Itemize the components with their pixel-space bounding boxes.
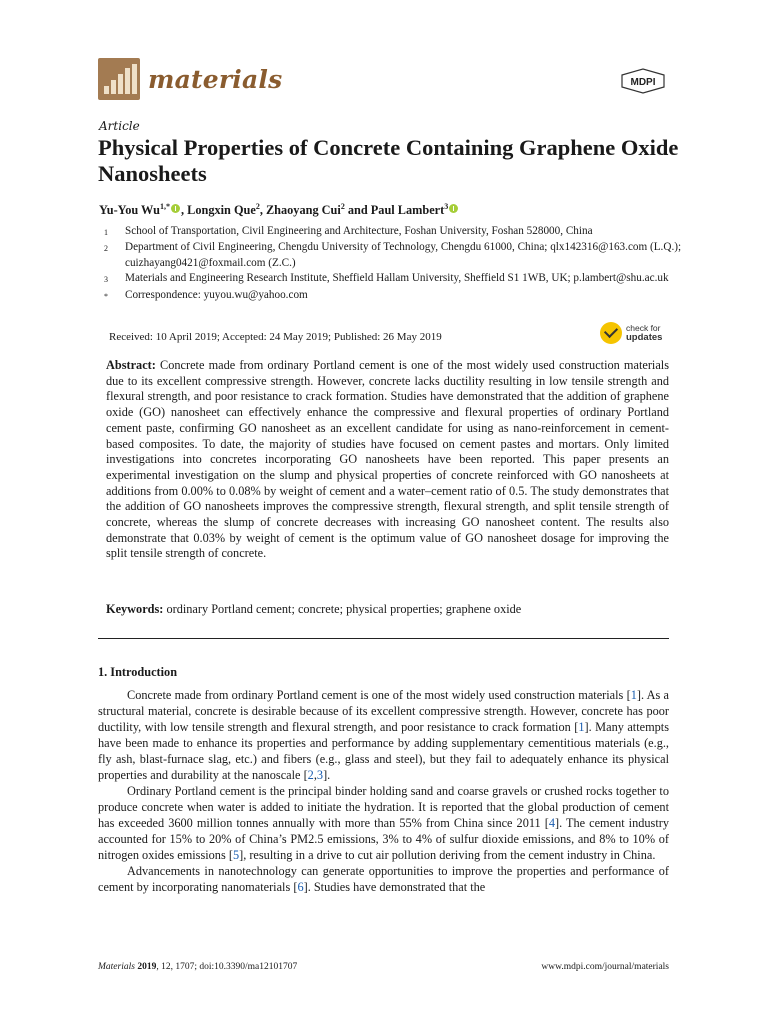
- paragraph: [98, 783, 669, 863]
- affiliation-item: 2 Department of Civil Engineering, Chengdu University of Technology, Chengdu 61000, China; qlx142316@163.com (L.Q.); cuizhayang0421@foxmail.com (Z.C.): [104, 241, 682, 269]
- check-updates-icon: [600, 322, 622, 344]
- publication-dates: Received: 10 April 2019; Accepted: 24 May 2019; Published: 26 May 2019: [109, 331, 442, 343]
- article-title: Physical Properties of Concrete Containing Graphene Oxide Nanosheets: [98, 135, 679, 186]
- paragraph: [98, 687, 669, 783]
- paragraph-text: ,: [313, 768, 317, 782]
- paragraph-text: Ordinary Portland cement is the principal binder holding sand and coarse gravels or crushed rocks together to produce concrete when water is added to initiate the hydration. It is reported that the global production of cement has exceeded 3600 million tonnes annually with more than 55% from China since 2011: [98, 784, 669, 830]
- paragraph-text: ]. The cement industry accounted for 15% to 20% of China’s PM2.5 emissions, 3% to 4% of sulfur dioxide emissions, and 8% to 10% of nitrogen oxides emissions: [98, 816, 669, 862]
- abstract-text: Concrete made from ordinary Portland cement is one of the most widely used construction materials due to its excellent compressive strength. However, concrete lacks ductility resulting in low tensile strength and flexural strength, and poor resistance to crack formation. Studies have demonstrated that the addition of graphene oxide (GO) nanosheet can effectively enhance the compressive and flexural properties of ordinary Portland cement paste, confirming GO nanosheet as an excellent candidate for using as nano-reinforcement in cement-based composites. To date, the majority of studies have focused on cement pastes and mortars. Only limited investigations into concretes incorporating GO nanosheets have been reported. This paper presents an experimental investigation on the slump and physical properties of concrete reinforced with GO nanosheets at additions from 0.00% to 0.08% by weight of cement and a water–cement ratio of 0.5. The study demonstrates that the addition of GO nanosheets improves the compressive strength, flexural strength, and split tensile strength of concrete, whereas the slump of concrete decreases with increasing GO nanosheet content. The results also demonstrate that 0.03% by weight of cement is the optimum value of GO nanosheet dosage for improving the split tensile strength of concrete.: [106, 358, 670, 561]
- paragraph-text: ]. Studies have demonstrated that the: [303, 880, 486, 894]
- paragraph-text: [: [303, 768, 308, 782]
- mdpi-logo-icon[interactable]: [620, 68, 666, 94]
- citation-link[interactable]: 2: [307, 768, 314, 782]
- journal-url[interactable]: www.mdpi.com/journal/materials: [541, 962, 669, 972]
- author-1[interactable]: Yu-You $Wu^{1,*}$: [99, 203, 181, 217]
- author-list: Yu-You $Wu^{1,*}$ , Longxin Que$^2$, Zhaoyang Cui$^2$ and Paul Lambert$^3$: [99, 202, 459, 218]
- paragraph-text: [: [544, 816, 549, 830]
- section-divider: [98, 638, 669, 639]
- paragraph-text: [: [626, 688, 631, 702]
- affiliations: [104, 224, 685, 304]
- affiliation-item: 3 Materials and Engineering Research Institute, Sheffield Hallam University, Sheffield S1 1WB, UK; p.lambert@shu.ac.uk: [104, 272, 669, 285]
- section-heading: 1. Introduction: [98, 665, 178, 679]
- article-type: Article: [99, 119, 140, 133]
- journal-logo[interactable]: [98, 58, 282, 100]
- correspondence: * Correspondence: yuyou.wu@yahoo.com: [104, 288, 308, 301]
- publisher-logo-text: MDPI: [630, 77, 656, 88]
- paragraph-text: Advancements in nanotechnology can generate opportunities to improve the properties and performance of cement by incorporating nanomaterials: [98, 864, 669, 894]
- journal-name: materials: [148, 64, 283, 94]
- paragraph-text: [: [228, 848, 233, 862]
- paragraph-text: ], resulting in a drive to cut air pollution deriving from the cement industry in China.: [239, 848, 656, 862]
- citation-link[interactable]: 3: [316, 768, 324, 782]
- affiliation-item: 1 School of Transportation, Civil Engineering and Architecture, Foshan University, Foshan 528000, China: [104, 225, 593, 237]
- author-2[interactable]: Longxin Que$^2$: [187, 202, 260, 218]
- body-text: [98, 687, 669, 895]
- abstract: [106, 358, 669, 562]
- paragraph-text: [: [574, 720, 579, 734]
- paragraph-text: ]. Many attempts have been made to enhance its properties and performance by adding supplementary cementitious materials (e.g., fly ash, blast-furnace slag, etc.) and fibers (e.g., glass and steel), but they fail to adequately enhance its physical properties and durability at the nanoscale: [98, 720, 670, 782]
- citation-link[interactable]: 1: [630, 688, 637, 702]
- keywords: [106, 602, 669, 617]
- paragraph: [98, 863, 669, 895]
- page-footer: [98, 962, 669, 972]
- citation-link[interactable]: 5: [232, 848, 240, 862]
- orcid-icon[interactable]: [171, 204, 180, 213]
- citation-link[interactable]: 6: [297, 880, 304, 894]
- keywords-label: Keywords:: [106, 602, 164, 616]
- orcid-icon[interactable]: [449, 204, 458, 213]
- citation-line: Materials 2019, 12, 1707; doi:10.3390/ma12101707: [98, 962, 298, 972]
- author-4[interactable]: Paul Lambert$^3$: [371, 203, 459, 217]
- check-for-updates-badge[interactable]: [600, 320, 670, 346]
- citation-link[interactable]: 4: [548, 816, 555, 830]
- check-updates-line2: updates: [626, 332, 663, 343]
- abstract-label: Abstract:: [106, 358, 156, 372]
- paragraph-text: ]. As a structural material, concrete is desirable because of its excellent compressive strength. However, concrete has poor ductility, with low tensile strength and flexural strength, and poor resistance to crack formation: [98, 688, 670, 734]
- journal-logo-icon: [98, 58, 140, 100]
- check-updates-line1: check for: [626, 323, 661, 333]
- author-3[interactable]: Zhaoyang Cui$^2$: [265, 202, 345, 218]
- paragraph-text: ].: [323, 768, 331, 782]
- citation-link[interactable]: 1: [578, 720, 585, 734]
- keywords-text: ordinary Portland cement; concrete; physical properties; graphene oxide: [166, 602, 522, 616]
- paragraph-text: Concrete made from ordinary Portland cement is one of the most widely used construction materials: [127, 688, 627, 702]
- paragraph-text: [: [293, 880, 298, 894]
